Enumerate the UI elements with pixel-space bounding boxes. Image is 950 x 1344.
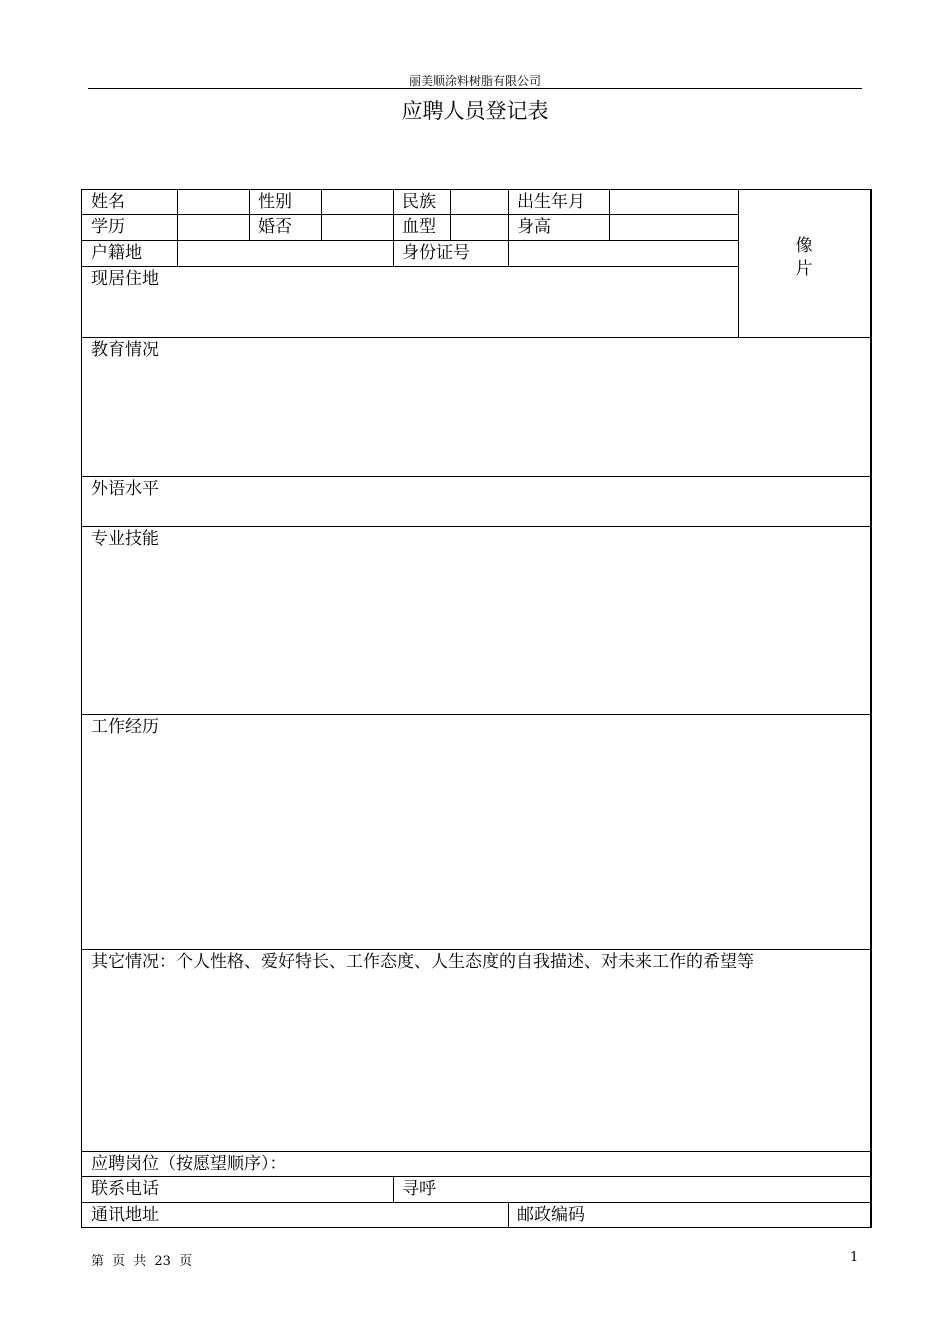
photo-label-char: 片 bbox=[795, 259, 813, 279]
row-divider bbox=[82, 1176, 870, 1177]
name-label: 姓名 bbox=[91, 192, 125, 212]
education-section[interactable]: 教育情况 bbox=[91, 340, 159, 360]
work-history-section[interactable]: 工作经历 bbox=[91, 717, 159, 737]
ethnicity-label: 民族 bbox=[402, 192, 436, 212]
postal-code-label: 邮政编码 bbox=[517, 1205, 585, 1225]
phone-label: 联系电话 bbox=[91, 1179, 159, 1199]
education-level-label: 学历 bbox=[91, 217, 125, 237]
footer-page-info: 第 页 共 23 页 bbox=[91, 1254, 193, 1269]
marital-field[interactable] bbox=[321, 215, 393, 240]
registration-form bbox=[81, 189, 872, 1228]
birth-label: 出生年月 bbox=[517, 192, 585, 212]
height-field[interactable] bbox=[609, 215, 738, 240]
height-label: 身高 bbox=[517, 217, 551, 237]
birth-field[interactable] bbox=[609, 190, 738, 214]
id-number-field[interactable] bbox=[508, 241, 738, 266]
name-field[interactable] bbox=[177, 190, 249, 214]
ethnicity-field[interactable] bbox=[450, 190, 508, 214]
header-company: 丽美顺涂料树脂有限公司 bbox=[408, 74, 541, 88]
pager-label: 寻呼 bbox=[402, 1179, 436, 1199]
marital-label: 婚否 bbox=[258, 217, 292, 237]
blood-type-field[interactable] bbox=[450, 215, 508, 240]
gender-field[interactable] bbox=[321, 190, 393, 214]
row-divider bbox=[82, 1202, 870, 1203]
photo-placeholder bbox=[739, 235, 869, 281]
mail-address-label: 通讯地址 bbox=[91, 1205, 159, 1225]
photo-label-char: 像 bbox=[795, 236, 813, 256]
hometown-label: 户籍地 bbox=[91, 243, 142, 263]
language-section[interactable]: 外语水平 bbox=[91, 479, 159, 499]
other-section[interactable]: 其它情况：个人性格、爱好特长、工作态度、人生态度的自我描述、对未来工作的希望等 bbox=[91, 952, 754, 972]
id-number-label: 身份证号 bbox=[402, 243, 470, 263]
position-section[interactable]: 应聘岗位（按愿望顺序）： bbox=[91, 1154, 287, 1174]
header-rule bbox=[88, 88, 862, 89]
education-level-field[interactable] bbox=[177, 215, 249, 240]
blood-type-label: 血型 bbox=[402, 217, 436, 237]
form-title: 应聘人员登记表 bbox=[401, 99, 549, 123]
hometown-field[interactable] bbox=[177, 241, 393, 266]
footer-page-number: 1 bbox=[850, 1250, 859, 1265]
gender-label: 性别 bbox=[258, 192, 292, 212]
address-section[interactable]: 现居住地 bbox=[91, 269, 159, 289]
skills-section[interactable]: 专业技能 bbox=[91, 529, 159, 549]
